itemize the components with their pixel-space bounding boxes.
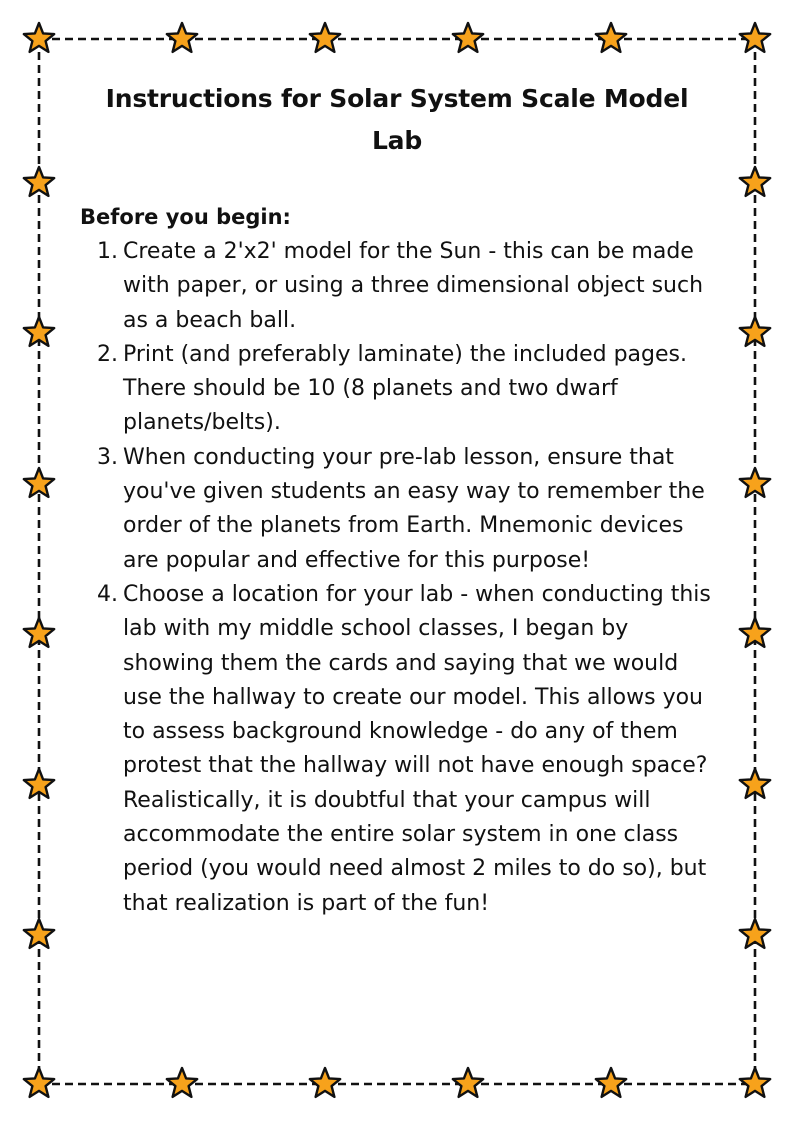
star-icon [167,1068,197,1097]
step-text: Choose a location for your lab - when conducting this lab with my middle school classes, I began by showing them the cards and saying that we would use the hallway to create our model. This allows you to assess background knowledge - do any of them protest that the hallway will not have enough space? Realistically, it is doubtful that your campus will accommodate the entire solar system in one class period (you would need almost 2 miles to do so), but that realization is part of the fun! [123,581,711,916]
instruction-list [97,235,722,921]
list-item [97,338,722,441]
step-number: 4. [97,581,118,607]
star-icon [24,23,54,52]
section-heading: Before you begin: [80,205,291,229]
star-icon [24,1068,54,1097]
step-text: Create a 2'x2' model for the Sun - this can be made with paper, or using a three dimensional object such as a beach ball. [123,239,704,333]
step-text: When conducting your pre-lab lesson, ensure that you've given students an easy way to remember the order of the planets from Earth. Mnemonic devices are popular and effective for this purpose! [123,444,705,573]
star-icon [453,1068,483,1097]
step-number: 2. [97,341,118,367]
star-icon [310,1068,340,1097]
star-icon [24,468,54,497]
list-item [97,235,722,338]
star-icon [596,23,626,52]
star-icon [596,1068,626,1097]
page-title: Instructions for Solar System Scale Model Lab [105,84,689,155]
star-icon [310,23,340,52]
star-icon [740,1068,770,1097]
star-icon [24,167,54,196]
star-icon [740,167,770,196]
step-number: 3. [97,444,118,470]
star-icon [453,23,483,52]
step-number: 1. [97,239,118,264]
list-item [97,578,722,921]
star-icon [740,23,770,52]
star-icon [167,23,197,52]
step-text: Print (and preferably laminate) the included pages. There should be 10 (8 planets and two dwarf planets/belts). [123,341,687,436]
list-item [97,441,722,578]
star-icon [740,468,770,497]
